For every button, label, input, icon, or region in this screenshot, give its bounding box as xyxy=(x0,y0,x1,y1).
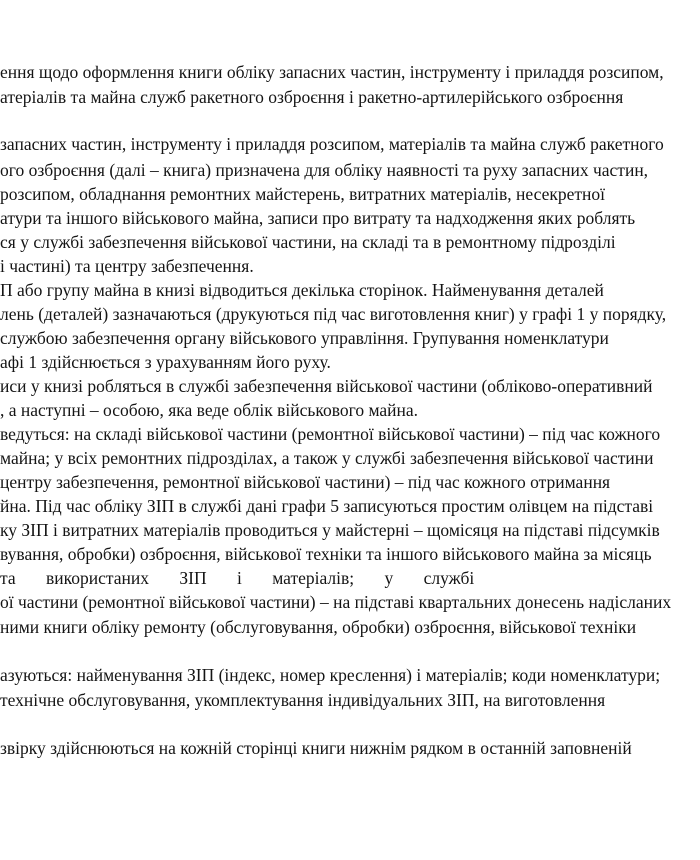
paragraph-line: лень (деталей) зазначаються (друкуються під час виготовлення книг) у графі 1 у порядку, xyxy=(0,304,667,324)
paragraph-line: иси у книзі робляться в службі забезпечення військової частини (обліково-оперативний xyxy=(0,376,653,396)
paragraph-line: звірку здійснюються на кожній сторінці книги нижнім рядком в останній заповненій xyxy=(0,738,632,758)
paragraph-line: афі 1 здійснюється з урахуванням його руху. xyxy=(0,352,331,372)
paragraph-line: та використаних ЗІП і матеріалів; у службі xyxy=(0,568,475,588)
paragraph-line: азуються: найменування ЗІП (індекс, номер креслення) і матеріалів; коди номенклатури; xyxy=(0,665,661,685)
paragraph-line: технічне обслуговування, укомплектування індивідуальних ЗІП, на виготовлення xyxy=(0,690,606,710)
paragraph-line: центру забезпечення, ремонтної військової частини) – під час кожного отримання xyxy=(0,472,611,492)
section-heading-line-1: ення щодо оформлення книги обліку запасних частин, інструменту і приладдя розсипом, xyxy=(0,62,664,82)
paragraph-line: запасних частин, інструменту і приладдя розсипом, матеріалів та майна служб ракетного xyxy=(0,134,664,154)
paragraph-line: службою забезпечення органу військового управління. Групування номенклатури xyxy=(0,328,609,348)
paragraph-line: вування, обробки) озброєння, військової техніки та іншого військового майна за місяць xyxy=(0,544,652,564)
paragraph-line: ведуться: на складі військової частини (ремонтної військової частини) – під час кожного xyxy=(0,424,661,444)
paragraph-line: розсипом, обладнання ремонтних майстерень, витратних матеріалів, несекретної xyxy=(0,184,605,204)
paragraph-line: і частині) та центру забезпечення. xyxy=(0,256,254,276)
section-heading-line-2: атеріалів та майна служб ракетного озброєння і ракетно-артилерійського озброєння xyxy=(0,87,624,107)
paragraph-line: ними книги обліку ремонту (обслуговування, обробки) озброєння, військової техніки xyxy=(0,617,637,637)
paragraph-line: атури та іншого військового майна, записи про витрату та надходження яких роблять xyxy=(0,208,636,228)
paragraph-line: ку ЗІП і витратних матеріалів проводиться у майстерні – щомісяця на підставі підсумків xyxy=(0,520,660,540)
paragraph-line: ої частини (ремонтної військової частини) – на підставі квартальних донесень надісланих xyxy=(0,592,672,612)
paragraph-line: П або групу майна в книзі відводиться декілька сторінок. Найменування деталей xyxy=(0,280,604,300)
paragraph-line: ся у службі забезпечення військової частини, на складі та в ремонтному підрозділі xyxy=(0,232,616,252)
paragraph-line: майна; у всіх ремонтних підрозділах, а також у службі забезпечення військової частини xyxy=(0,448,654,468)
paragraph-line: ого озброєння (далі – книга) призначена для обліку наявності та руху запасних частин, xyxy=(0,160,649,180)
paragraph-line: , а наступні – особою, яка веде облік військового майна. xyxy=(0,400,419,420)
paragraph-line: йна. Під час обліку ЗІП в службі дані графи 5 записуються простим олівцем на підставі xyxy=(0,496,654,516)
